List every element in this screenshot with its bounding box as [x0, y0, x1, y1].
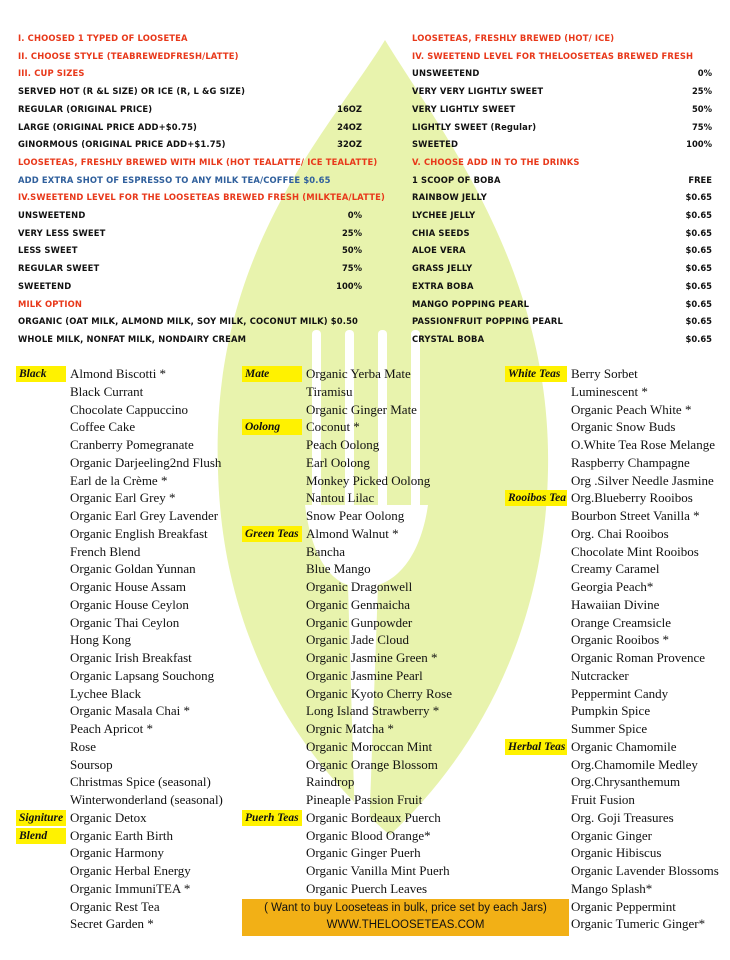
tea-item: Organic Jasmine Pearl	[306, 667, 423, 683]
header-line-whole-milk-nonfat-milk-nondairy-cream: WHOLE MILK, NONFAT MILK, NONDAIRY CREAM	[18, 333, 247, 344]
header-value: 0%	[347, 210, 362, 220]
tea-item: Organic Chamomile	[571, 738, 677, 754]
header-line-ii-choose-style-teabrewedfresh-latte: II. CHOOSE STYLE (TEABREWEDFRESH/LATTE)	[18, 50, 239, 61]
category-label-oolong: Oolong	[242, 419, 302, 435]
tea-item: Organic Dragonwell	[306, 579, 413, 594]
header-value: 50%	[691, 103, 712, 114]
bulk-purchase-note	[242, 899, 569, 936]
header-line-regular-original-price: REGULAR (ORIGINAL PRICE)	[18, 103, 153, 114]
header-line-unsweetend: UNSWEETEND	[412, 68, 480, 79]
tea-item: Rose	[70, 738, 96, 754]
tea-item: Organic Masala Chai *	[70, 703, 190, 719]
tea-item: Organic Lavender Blossoms	[571, 863, 719, 878]
category-label-white-teas: White Teas	[505, 366, 567, 382]
header-line-rainbow-jelly: RAINBOW JELLY	[412, 192, 487, 203]
header-value: 75%	[691, 121, 712, 132]
header-line-grass-jelly: GRASS JELLY	[412, 263, 473, 274]
header-line-looseteas-freshly-brewed-hot-ice: LOOSETEAS, FRESHLY BREWED (HOT/ ICE)	[412, 33, 615, 43]
tea-item: Organic Genmaicha	[306, 596, 411, 612]
tea-item: Organic Bordeaux Puerch	[306, 809, 441, 825]
category-label-blend: Blend	[16, 828, 66, 844]
header-line-add-extra-shot-of-espresso-to-any-milk-t: ADD EXTRA SHOT OF ESPRESSO TO ANY MILK TEA/COFFEE $0.65	[18, 174, 331, 185]
header-value: 75%	[341, 263, 362, 274]
tea-item: Peppermint Candy	[571, 685, 669, 701]
category-label-rooibos-tea: Rooibos Tea	[505, 490, 567, 506]
header-value: $0.65	[685, 298, 712, 309]
tea-item: Org.Chrysanthemum	[571, 774, 681, 790]
tea-item: Monkey Picked Oolong	[306, 472, 431, 488]
tea-item: Coffee Cake	[70, 419, 136, 435]
header-value: 16OZ	[337, 103, 362, 114]
header-value: $0.65	[685, 192, 712, 203]
header-line-organic-oat-milk-almond-milk-soy-milk-co: ORGANIC (OAT MILK, ALMOND MILK, SOY MILK, COCONUT MILK) $0.50	[18, 316, 359, 327]
tea-item: Mango Splash*	[571, 880, 653, 896]
header-value: FREE	[688, 174, 712, 185]
tea-item: Nantou Lilac	[306, 490, 375, 506]
tea-item: Fruit Fusion	[571, 792, 635, 807]
tea-item: Earl Oolong	[306, 454, 370, 470]
header-line-looseteas-freshly-brewed-with-milk-hot-t: LOOSETEAS, FRESHLY BREWED WITH MILK (HOT TEALATTE/ ICE TEALATTE)	[18, 156, 378, 167]
header-value: 100%	[686, 139, 712, 150]
header-value: $0.65	[685, 210, 712, 220]
tea-item: Chocolate Mint Rooibos	[571, 543, 699, 559]
header-line-iv-sweetend-level-for-thelooseteas-brewe: IV. SWEETEND LEVEL FOR THELOOSETEAS BREWED FRESH	[412, 50, 694, 61]
tea-item: Organic English Breakfast	[70, 525, 208, 541]
tea-item: Organic Earth Birth	[70, 827, 174, 843]
tea-item: Tiramisu	[306, 383, 353, 399]
header-line-aloe-vera: ALOE VERA	[412, 245, 466, 256]
tea-item: Organic Jasmine Green *	[306, 650, 438, 665]
header-line-very-very-lightly-sweet: VERY VERY LIGHTLY SWEET	[412, 86, 544, 97]
header-line-1-scoop-of-boba: 1 SCOOP OF BOBA	[412, 174, 501, 185]
header-line-mango-popping-pearl: MANGO POPPING PEARL	[412, 298, 530, 309]
tea-item: Organic Hibiscus	[571, 845, 662, 861]
tea-item: Soursop	[70, 756, 113, 772]
header-line-chia-seeds: CHIA SEEDS	[412, 227, 470, 238]
website-link[interactable]: WWW.THELOOSETEAS.COM	[326, 919, 485, 931]
header-line-iii-cup-sizes: III. CUP SIZES	[18, 68, 85, 79]
header-line-regular-sweet: REGULAR SWEET	[18, 263, 100, 274]
header-value: 24OZ	[337, 121, 362, 132]
header-value: $0.65	[685, 333, 712, 344]
tea-item: Earl de la Crème *	[70, 472, 168, 488]
tea-item: Organic Tumeric Ginger*	[571, 916, 706, 932]
tea-item: Bancha	[306, 543, 345, 559]
tea-item: Organic House Ceylon	[70, 596, 189, 612]
header-value: $0.65	[685, 263, 712, 274]
tea-item: Luminescent *	[571, 383, 648, 399]
header-value: 25%	[691, 86, 712, 97]
tea-item: Creamy Caramel	[571, 561, 660, 577]
tea-item: Chocolate Cappuccino	[70, 401, 189, 417]
category-label-puerh-teas: Puerh Teas	[242, 810, 302, 826]
tea-item: Organic Earl Grey Lavender	[70, 508, 219, 523]
header-value: $0.65	[685, 245, 712, 256]
tea-item: Organic Peach White *	[571, 401, 692, 417]
tea-item: Organic Moroccan Mint	[306, 738, 433, 754]
tea-item: Orgnic Matcha *	[306, 721, 394, 736]
tea-item: Organic Lapsang Souchong	[70, 667, 215, 683]
header-line-passionfruit-popping-pearl: PASSIONFRUIT POPPING PEARL	[412, 316, 563, 327]
tea-item: Org. Goji Treasures	[571, 809, 674, 825]
header-line-extra-boba: EXTRA BOBA	[412, 280, 474, 291]
tea-item: Organic Ginger	[571, 827, 652, 843]
tea-item: Organic Kyoto Cherry Rose	[306, 685, 452, 701]
tea-item: Organic Detox	[70, 809, 147, 825]
tea-item: Blue Mango	[306, 561, 371, 577]
tea-item: Organic Thai Ceylon	[70, 614, 180, 630]
header-line-iv-sweetend-level-for-the-looseteas-brew: IV.SWEETEND LEVEL FOR THE LOOSETEAS BREWED FRESH (MILKTEA/LATTE)	[18, 192, 385, 203]
header-line-sweetend: SWEETEND	[18, 280, 72, 291]
tea-item: Hawaiian Divine	[571, 596, 660, 612]
tea-item: Organic Rooibos *	[571, 632, 669, 648]
tea-item: Organic Goldan Yunnan	[70, 561, 196, 577]
tea-item: Bourbon Street Vanilla *	[571, 508, 700, 523]
header-value: 0%	[697, 68, 712, 79]
tea-item: Organic Herbal Energy	[70, 863, 191, 878]
tea-item: Lychee Black	[70, 685, 142, 701]
tea-item: Winterwonderland (seasonal)	[70, 792, 223, 807]
category-label-herbal-teas: Herbal Teas	[505, 739, 567, 755]
header-line-unsweetend: UNSWEETEND	[18, 210, 86, 220]
header-value: 25%	[341, 227, 362, 238]
header-line-sweeted: SWEETED	[412, 139, 459, 150]
header-value: 32OZ	[337, 139, 362, 150]
tea-item: O.White Tea Rose Melange	[571, 437, 715, 452]
tea-item: Nutcracker	[571, 667, 629, 683]
tea-item: Org. Chai Rooibos	[571, 525, 669, 541]
header-line-ginormous-original-price-add-1-75: GINORMOUS (ORIGINAL PRICE ADD+$1.75)	[18, 139, 226, 150]
tea-item: Org.Chamomile Medley	[571, 756, 698, 772]
tea-item: Christmas Spice (seasonal)	[70, 774, 211, 790]
bulk-note-text: ( Want to buy Looseteas in bulk, price set by each Jars)	[264, 902, 547, 914]
tea-item: Berry Sorbet	[571, 366, 638, 381]
tea-item: Long Island Strawberry *	[306, 703, 440, 719]
tea-item: Organic Snow Buds	[571, 419, 676, 435]
tea-item: Organic Gunpowder	[306, 614, 413, 630]
tea-item: Hong Kong	[70, 632, 132, 648]
header-value: 50%	[341, 245, 362, 256]
tea-item: Snow Pear Oolong	[306, 508, 405, 523]
tea-item: Almond Biscotti *	[70, 366, 167, 381]
tea-item: Organic Darjeeling2nd Flush	[70, 454, 222, 470]
tea-item: Coconut *	[306, 419, 360, 435]
tea-item: Organic Blood Orange*	[306, 827, 431, 843]
header-value: $0.65	[685, 316, 712, 327]
tea-item: Pumpkin Spice	[571, 703, 651, 719]
header-line-lightly-sweet-regular: LIGHTLY SWEET (Regular)	[412, 121, 537, 132]
tea-item: Pineaple Passion Fruit	[306, 792, 423, 807]
header-line-i-choosed-1-typed-of-loosetea: I. CHOOSED 1 TYPED OF LOOSETEA	[18, 33, 188, 43]
tea-item: Organic Ginger Mate	[306, 401, 417, 417]
header-value: $0.65	[685, 280, 712, 291]
tea-item: Almond Walnut *	[306, 525, 399, 541]
tea-item: Organic House Assam	[70, 579, 187, 594]
tea-item: Organic Ginger Puerh	[306, 845, 421, 861]
tea-item: Black Currant	[70, 383, 144, 399]
category-label-green-teas: Green Teas	[242, 526, 302, 542]
header-line-v-choose-add-in-to-the-drinks: V. CHOOSE ADD IN TO THE DRINKS	[412, 156, 580, 167]
header-line-very-lightly-sweet: VERY LIGHTLY SWEET	[412, 103, 516, 114]
header-line-crystal-boba: CRYSTAL BOBA	[412, 333, 485, 344]
tea-item: Cranberry Pomegranate	[70, 437, 194, 452]
tea-item: Summer Spice	[571, 721, 648, 736]
tea-item: Raindrop	[306, 774, 355, 790]
header-line-milk-option: MILK OPTION	[18, 298, 83, 309]
tea-item: Organic ImmuniTEA *	[70, 880, 191, 896]
header-line-very-less-sweet: VERY LESS SWEET	[18, 227, 106, 238]
tea-item: Peach Oolong	[306, 437, 380, 452]
tea-item: Organic Roman Provence	[571, 650, 706, 665]
tea-item: Organic Harmony	[70, 845, 164, 861]
tea-item: Organic Irish Breakfast	[70, 650, 192, 665]
tea-item: Orange Creamsicle	[571, 614, 671, 630]
header-line-less-sweet: LESS SWEET	[18, 245, 78, 256]
tea-item: Peach Apricot *	[70, 721, 154, 736]
category-label-signiture: Signiture	[16, 810, 66, 826]
tea-item: Organic Peppermint	[571, 898, 676, 914]
tea-item: Georgia Peach*	[571, 579, 654, 594]
tea-item: Organic Earl Grey *	[70, 490, 176, 506]
header-line-lychee-jelly: LYCHEE JELLY	[412, 210, 476, 220]
header-value: 100%	[336, 280, 362, 291]
category-label-mate: Mate	[242, 366, 302, 382]
tea-item: Organic Rest Tea	[70, 898, 160, 914]
tea-item: Organic Yerba Mate	[306, 366, 411, 381]
tea-item: Org .Silver Needle Jasmine	[571, 472, 714, 488]
tea-item: Organic Vanilla Mint Puerh	[306, 863, 450, 878]
tea-item: Organic Orange Blossom	[306, 756, 438, 772]
header-line-served-hot-r-l-size-or-ice-r-l-g-size: SERVED HOT (R &L SIZE) OR ICE (R, L &G SIZE)	[18, 86, 246, 97]
tea-item: Organic Puerch Leaves	[306, 880, 428, 896]
tea-item: Organic Jade Cloud	[306, 632, 410, 648]
header-line-large-original-price-add-0-75: LARGE (ORIGINAL PRICE ADD+$0.75)	[18, 121, 198, 132]
tea-item: Secret Garden *	[70, 916, 154, 932]
header-value: $0.65	[685, 227, 712, 238]
tea-item: French Blend	[70, 543, 141, 559]
tea-item: Org.Blueberry Rooibos	[571, 490, 693, 506]
tea-item: Raspberry Champagne	[571, 454, 690, 470]
category-label-black: Black	[16, 366, 66, 382]
